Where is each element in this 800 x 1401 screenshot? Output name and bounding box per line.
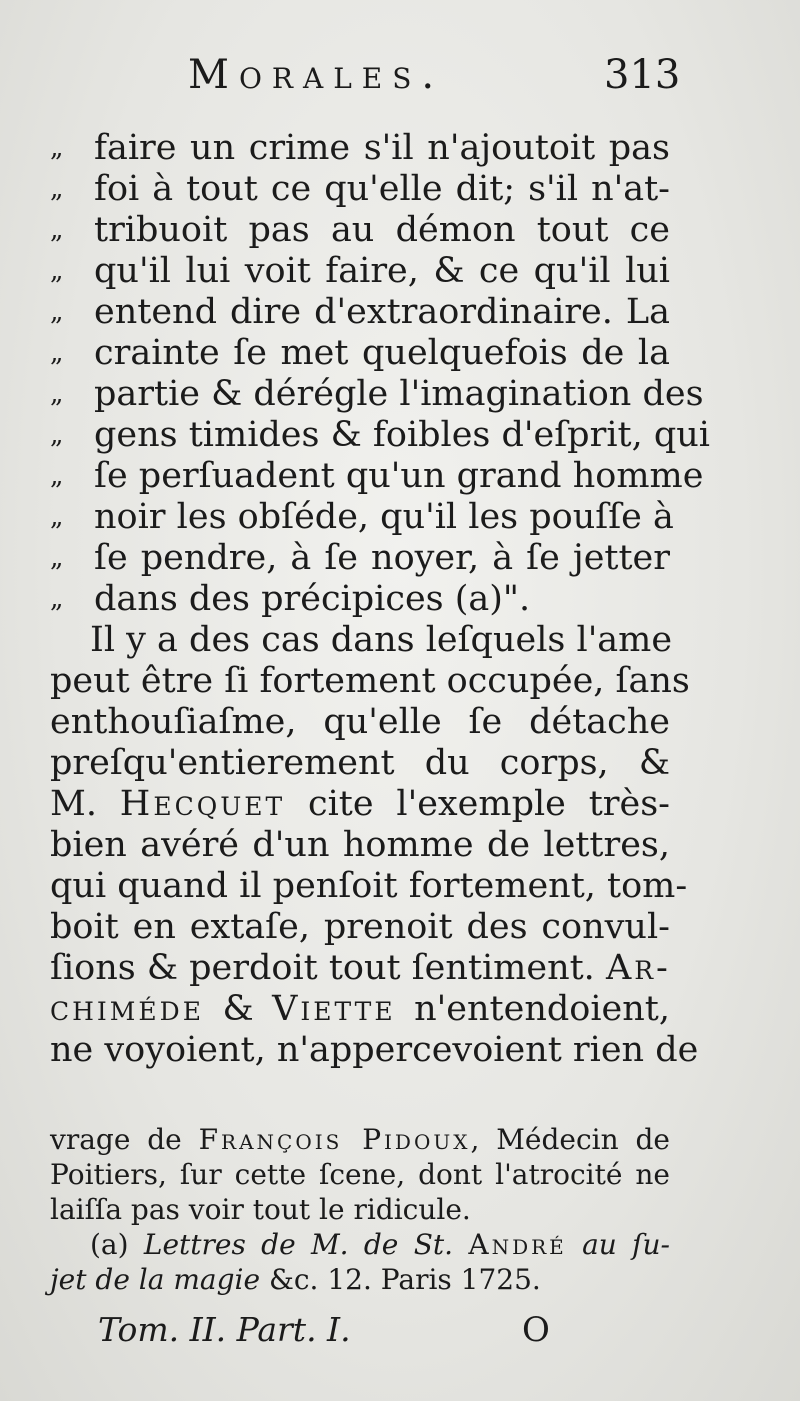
footnote-line: laiſſa pas voir tout le ridicule. bbox=[50, 1193, 471, 1226]
footnotes bbox=[50, 1122, 670, 1297]
quotation-mark: „ bbox=[50, 543, 64, 573]
line-text: entend dire d'extraordinaire. La bbox=[94, 292, 670, 332]
quotation-mark: „ bbox=[50, 420, 64, 450]
footnote-line: Poitiers, ſur cette ſcene, dont l'atrocité ne bbox=[50, 1158, 670, 1191]
page-number: 313 bbox=[604, 52, 681, 98]
paragraph-line: chiméde & Viette n'entendoient, bbox=[50, 989, 670, 1029]
quoted-line bbox=[50, 538, 670, 579]
page-footer bbox=[98, 1310, 618, 1360]
paragraph-line: qui quand il penſoit fortement, tom- bbox=[50, 866, 688, 906]
page-header bbox=[0, 52, 800, 112]
paragraph-line: ſions & perdoit tout ſentiment. Ar- bbox=[50, 948, 671, 988]
person-name: Viette bbox=[272, 989, 396, 1029]
quoted-line bbox=[50, 579, 670, 620]
footnote-line: (a) Lettres de M. de St. André au ſu- bbox=[90, 1228, 671, 1261]
footnote-line: jet de la magie &c. 12. Paris 1725. bbox=[50, 1263, 541, 1296]
quoted-line bbox=[50, 128, 670, 169]
paragraph-line: ne voyoient, n'appercevoient rien de bbox=[50, 1030, 699, 1070]
line-text: qu'il lui voit faire, & ce qu'il lui bbox=[94, 251, 670, 291]
quotation-mark: „ bbox=[50, 502, 64, 532]
quoted-line bbox=[50, 169, 670, 210]
quotation-mark: „ bbox=[50, 215, 64, 245]
line-text: noir les obſéde, qu'il les pouſſe à bbox=[94, 497, 674, 537]
footnote-mark: (a) bbox=[90, 1228, 129, 1261]
paragraph-line: M. Hecquet cite l'exemple très- bbox=[50, 784, 670, 824]
quoted-line bbox=[50, 415, 710, 456]
paragraph-line: enthouſiaſme, qu'elle ſe détache bbox=[50, 702, 670, 742]
signature-text: Tom. II. Part. I. bbox=[98, 1310, 351, 1349]
paragraph-line: peut être ſi fortement occupée, ſans bbox=[50, 661, 690, 701]
quoted-line bbox=[50, 210, 670, 251]
quotation-mark: „ bbox=[50, 297, 64, 327]
line-text: ſe perſuadent qu'un grand homme bbox=[94, 456, 704, 496]
line-text: dans des précipices (a)". bbox=[94, 579, 531, 619]
paragraph-line: preſqu'entierement du corps, & bbox=[50, 743, 670, 783]
paragraph-line: Il y a des cas dans leſquels l'ame bbox=[90, 620, 673, 660]
quotation-mark: „ bbox=[50, 379, 64, 409]
quoted-line bbox=[50, 251, 670, 292]
line-text: partie & dérégle l'imagination des bbox=[94, 374, 704, 414]
line-text: faire un crime s'il n'ajoutoit pas bbox=[94, 128, 670, 168]
quotation-mark: „ bbox=[50, 584, 64, 614]
line-text: tribuoit pas au démon tout ce bbox=[94, 210, 670, 250]
line-text: ſe pendre, à ſe noyer, à ſe jetter bbox=[94, 538, 670, 578]
person-name: François Pidoux bbox=[198, 1123, 471, 1156]
quoted-line bbox=[50, 497, 674, 538]
quoted-passage bbox=[50, 128, 710, 620]
quoted-line bbox=[50, 292, 670, 333]
person-name: Hecquet bbox=[119, 784, 286, 824]
line-text: foi à tout ce qu'elle dit; s'il n'at- bbox=[94, 169, 670, 209]
main-text bbox=[50, 128, 710, 1071]
quotation-mark: „ bbox=[50, 256, 64, 286]
footnote-line: vrage de François Pidoux, Médecin de bbox=[50, 1123, 670, 1156]
quoted-line bbox=[50, 456, 704, 497]
quoted-line bbox=[50, 333, 670, 374]
quotation-mark: „ bbox=[50, 174, 64, 204]
line-text: gens timides & foibles d'eſprit, qui bbox=[94, 415, 710, 455]
line-text: crainte ſe met quelquefois de la bbox=[94, 333, 670, 373]
paragraph-line: bien avéré d'un homme de lettres, bbox=[50, 825, 670, 865]
quotation-mark: „ bbox=[50, 461, 64, 491]
quoted-line bbox=[50, 374, 704, 415]
running-head: Morales. bbox=[188, 52, 445, 98]
quotation-mark: „ bbox=[50, 338, 64, 368]
person-name: André bbox=[468, 1228, 567, 1261]
paragraph-line: boit en extaſe, prenoit des convul- bbox=[50, 907, 670, 947]
person-name: Ar- bbox=[605, 948, 671, 988]
person-name: chiméde bbox=[50, 989, 204, 1029]
honorific: M. bbox=[50, 784, 97, 824]
signature-letter: O bbox=[522, 1310, 550, 1350]
quotation-mark: „ bbox=[50, 133, 64, 163]
